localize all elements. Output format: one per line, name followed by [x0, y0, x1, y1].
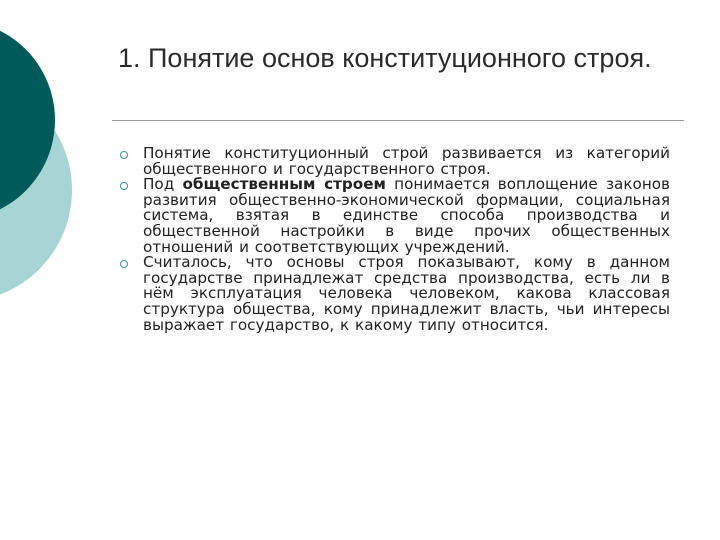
bullet-text: Считалось, что основы строя показывают, кому в данном государстве принадлежат средства производства, есть ли в нём эксплуатация человека человеком, какова классовая структура общества, кому принадлежит власть, чьи интересы выражает государство, к какому типу относится. — [143, 253, 670, 334]
bullet-list — [118, 146, 670, 333]
slide-title: 1. Понятие основ конституционного строя. — [118, 43, 652, 73]
bullet-item — [118, 255, 670, 333]
bullet-text — [143, 177, 670, 255]
bold-term: общественным строем — [182, 175, 386, 194]
hollow-circle-bullet-icon — [120, 182, 128, 190]
bullet-text-rest: понимается воплощение законов развития общественно-экономической формации, социальная система, взятая в единстве способа производства и общественной настройки в виде прочих общественных отношений и соответствующих учреждений. — [143, 175, 671, 256]
bullet-text-start: Под — [143, 175, 183, 194]
hollow-circle-bullet-icon — [120, 151, 128, 159]
decorative-circles-graphic — [0, 0, 120, 300]
title-divider — [112, 120, 684, 121]
bullet-text: Понятие конституционный строй развивается из категорий общественного и государственного строя. — [143, 144, 670, 178]
bullet-item — [118, 177, 670, 255]
bullet-item — [118, 146, 670, 177]
hollow-circle-bullet-icon — [120, 260, 128, 268]
